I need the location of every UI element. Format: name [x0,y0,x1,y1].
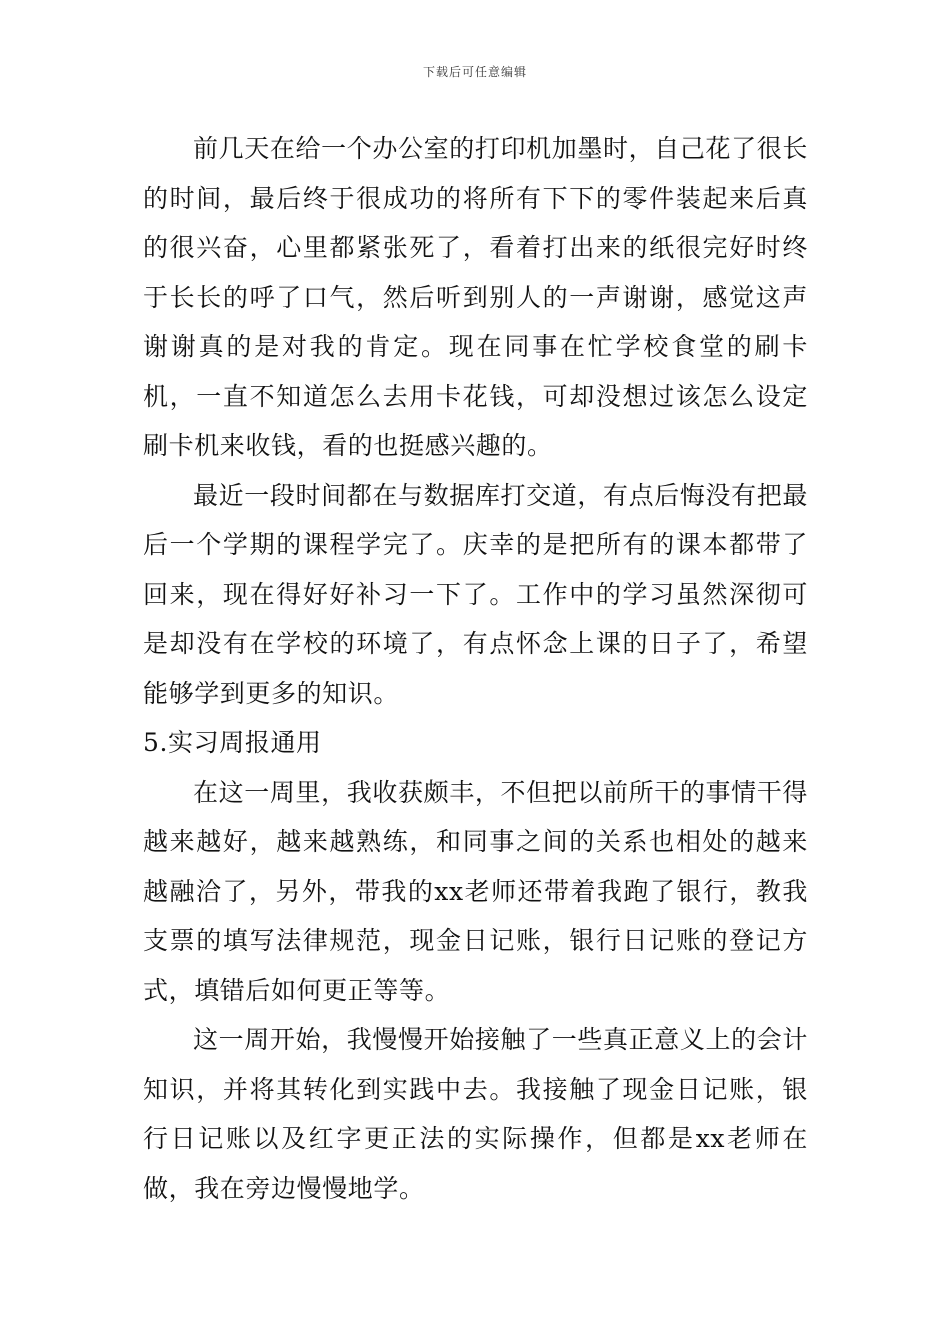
paragraph-accounting: 这一周开始，我慢慢开始接触了一些真正意义上的会计知识，并将其转化到实践中去。我接触了现金日记账，银行日记账以及红字更正法的实际操作，但都是xx老师在做，我在旁边慢慢地学。 [143,1025,808,1203]
paragraph-week-harvest: 在这一周里，我收获颇丰，不但把以前所干的事情干得越来越好，越来越熟练，和同事之间的关系也相处的越来越融洽了，另外，带我的xx老师还带着我跑了银行，教我支票的填写法律规范，现金日记账，银行日记账的登记方式，填错后如何更正等等。 [143,777,808,1005]
paragraph-printer-ink: 前几天在给一个办公室的打印机加墨时，自己花了很长的时间，最后终于很成功的将所有下下的零件装起来后真的很兴奋，心里都紧张死了，看着打出来的纸很完好时终于长长的呼了口气，然后听到别人的一声谢谢，感觉这声谢谢真的是对我的肯定。现在同事在忙学校食堂的刷卡机，一直不知道怎么去用卡花钱，可却没想过该怎么设定刷卡机来收钱，看的也挺感兴趣的。 [143,134,808,460]
page-header: 下载后可任意编辑 [422,65,527,79]
paragraph-database: 最近一段时间都在与数据库打交道，有点后悔没有把最后一个学期的课程学完了。庆幸的是把所有的课本都带了回来，现在得好好补习一下了。工作中的学习虽然深彻可是却没有在学校的环境了，有点怀念上课的日子了，希望能够学到更多的知识。 [143,480,808,708]
document-body [143,124,808,1213]
section-heading: 5.实习周报通用 [143,728,322,757]
